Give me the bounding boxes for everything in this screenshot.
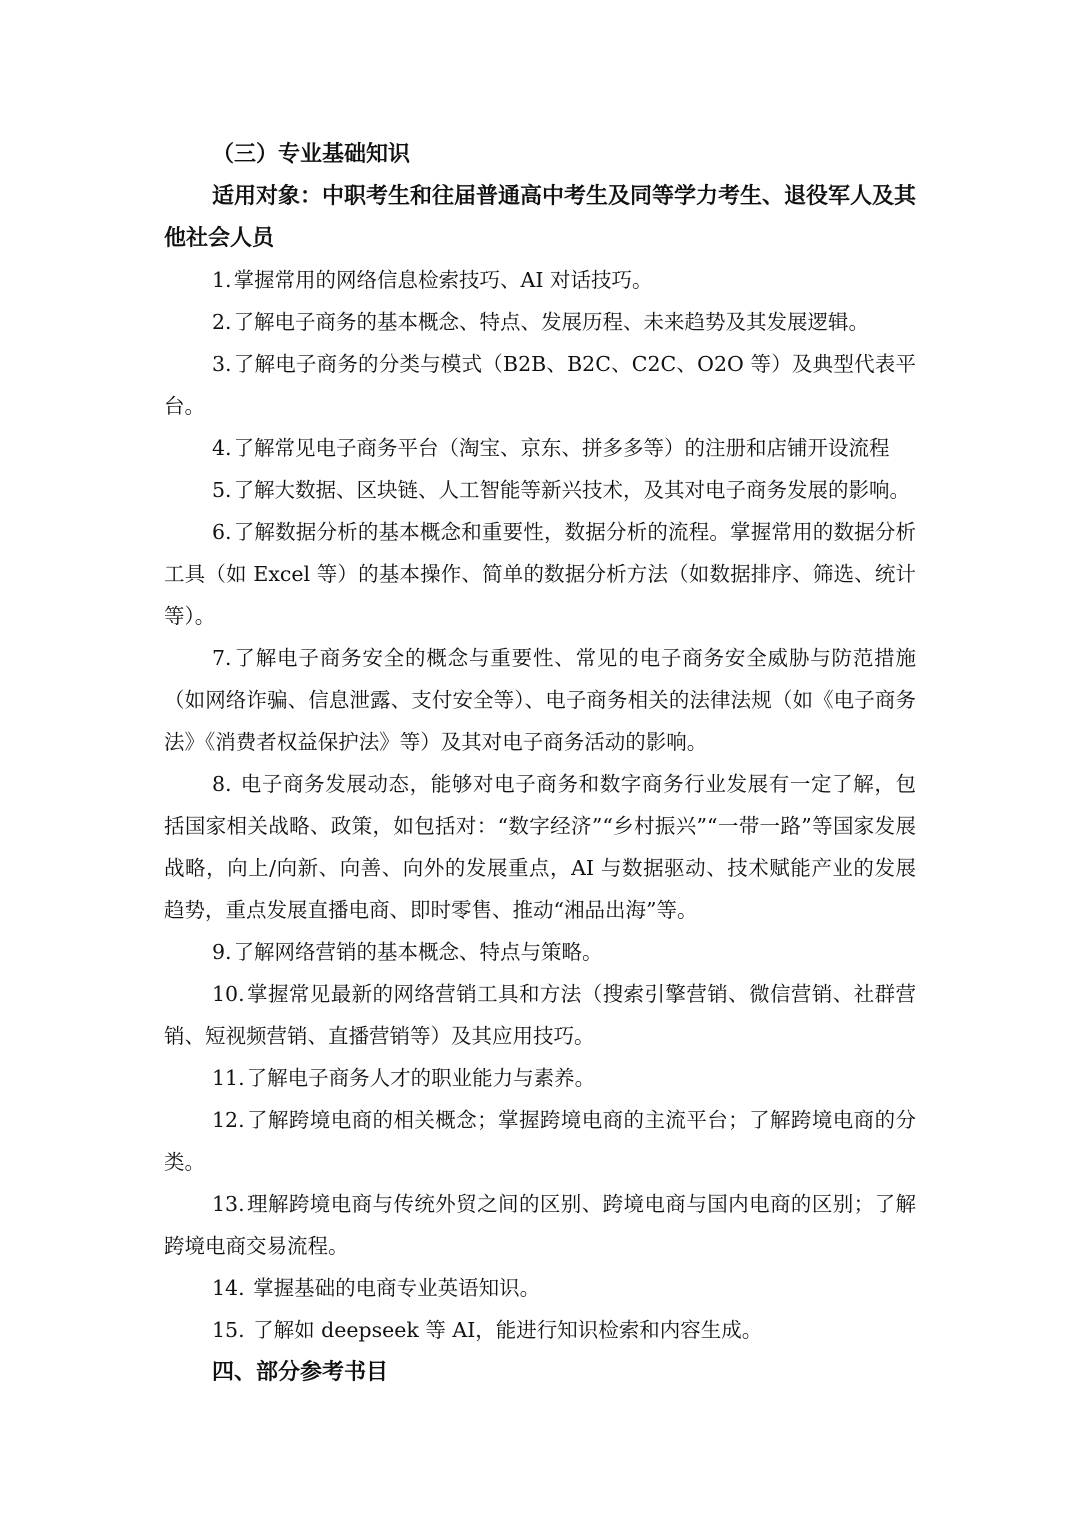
list-item <box>164 511 916 637</box>
item-number: 13. <box>212 1192 245 1216</box>
item-text: 了解如 deepseek 等 AI，能进行知识检索和内容生成。 <box>246 1318 763 1342</box>
item-text: 了解电子商务安全的概念与重要性、常见的电子商务安全威胁与防范措施（如网络诈骗、信息泄露、支付安全等）、电子商务相关的法律法规（如《电子商务法》《消费者权益保护法》等）及其对电子商务活动的影响。 <box>164 646 916 754</box>
knowledge-list <box>164 259 916 1351</box>
item-text: 了解常见电子商务平台（淘宝、京东、拼多多等）的注册和店铺开设流程 <box>233 436 890 460</box>
list-item <box>164 1057 916 1099</box>
item-number: 8. <box>212 772 232 796</box>
item-text: 电子商务发展动态，能够对电子商务和数字商务行业发展有一定了解，包括国家相关战略、政策，如包括对：“数字经济”“乡村振兴”“一带一路”等国家发展战略，向上/向新、向善、向外的发展重点，AI 与数据驱动、技术赋能产业的发展趋势，重点发展直播电商、即时零售、推动“湘品出海”等。 <box>164 772 916 922</box>
item-number: 5. <box>212 478 232 502</box>
item-text: 了解大数据、区块链、人工智能等新兴技术，及其对电子商务发展的影响。 <box>233 478 911 502</box>
list-item <box>164 427 916 469</box>
list-item <box>164 259 916 301</box>
list-item <box>164 301 916 343</box>
item-text: 了解电子商务人才的职业能力与素养。 <box>246 1066 596 1090</box>
item-number: 9. <box>212 940 232 964</box>
item-text: 掌握常用的网络信息检索技巧、AI 对话技巧。 <box>233 268 653 292</box>
item-number: 2. <box>212 310 232 334</box>
item-text: 了解跨境电商的相关概念；掌握跨境电商的主流平台；了解跨境电商的分类。 <box>164 1108 916 1174</box>
list-item <box>164 973 916 1057</box>
list-item <box>164 1183 916 1267</box>
item-number: 7. <box>212 646 232 670</box>
item-text: 了解电子商务的分类与模式（B2B、B2C、C2C、O2O 等）及典型代表平台。 <box>164 352 916 418</box>
list-item <box>164 931 916 973</box>
item-number: 1. <box>212 268 232 292</box>
item-text: 掌握基础的电商专业英语知识。 <box>246 1276 541 1300</box>
section-title: 四、部分参考书目 <box>212 1359 389 1385</box>
item-number: 15. <box>212 1318 245 1342</box>
item-number: 14. <box>212 1276 245 1300</box>
list-item <box>164 343 916 427</box>
list-item <box>164 469 916 511</box>
applicable-scope: 适用对象：中职考生和往届普通高中考生及同等学力考生、退役军人及其他社会人员 <box>164 183 917 251</box>
item-number: 4. <box>212 436 232 460</box>
item-text: 了解电子商务的基本概念、特点、发展历程、未来趋势及其发展逻辑。 <box>233 310 870 334</box>
page-content <box>164 133 916 1393</box>
item-number: 12. <box>212 1108 245 1132</box>
item-text: 理解跨境电商与传统外贸之间的区别、跨境电商与国内电商的区别；了解跨境电商交易流程。 <box>164 1192 916 1258</box>
item-number: 11. <box>212 1066 245 1090</box>
item-text: 了解网络营销的基本概念、特点与策略。 <box>233 940 603 964</box>
list-item <box>164 1099 916 1183</box>
subsection-title: （三）专业基础知识 <box>212 141 411 167</box>
list-item <box>164 1267 916 1309</box>
list-item <box>164 763 916 931</box>
item-number: 3. <box>212 352 232 376</box>
item-text: 了解数据分析的基本概念和重要性，数据分析的流程。掌握常用的数据分析工具（如 Excel 等）的基本操作、简单的数据分析方法（如数据排序、筛选、统计等）。 <box>164 520 916 628</box>
item-text: 掌握常见最新的网络营销工具和方法（搜索引擎营销、微信营销、社群营销、短视频营销、直播营销等）及其应用技巧。 <box>164 982 916 1048</box>
item-number: 10. <box>212 982 245 1006</box>
item-number: 6. <box>212 520 232 544</box>
list-item <box>164 1309 916 1351</box>
list-item <box>164 637 916 763</box>
